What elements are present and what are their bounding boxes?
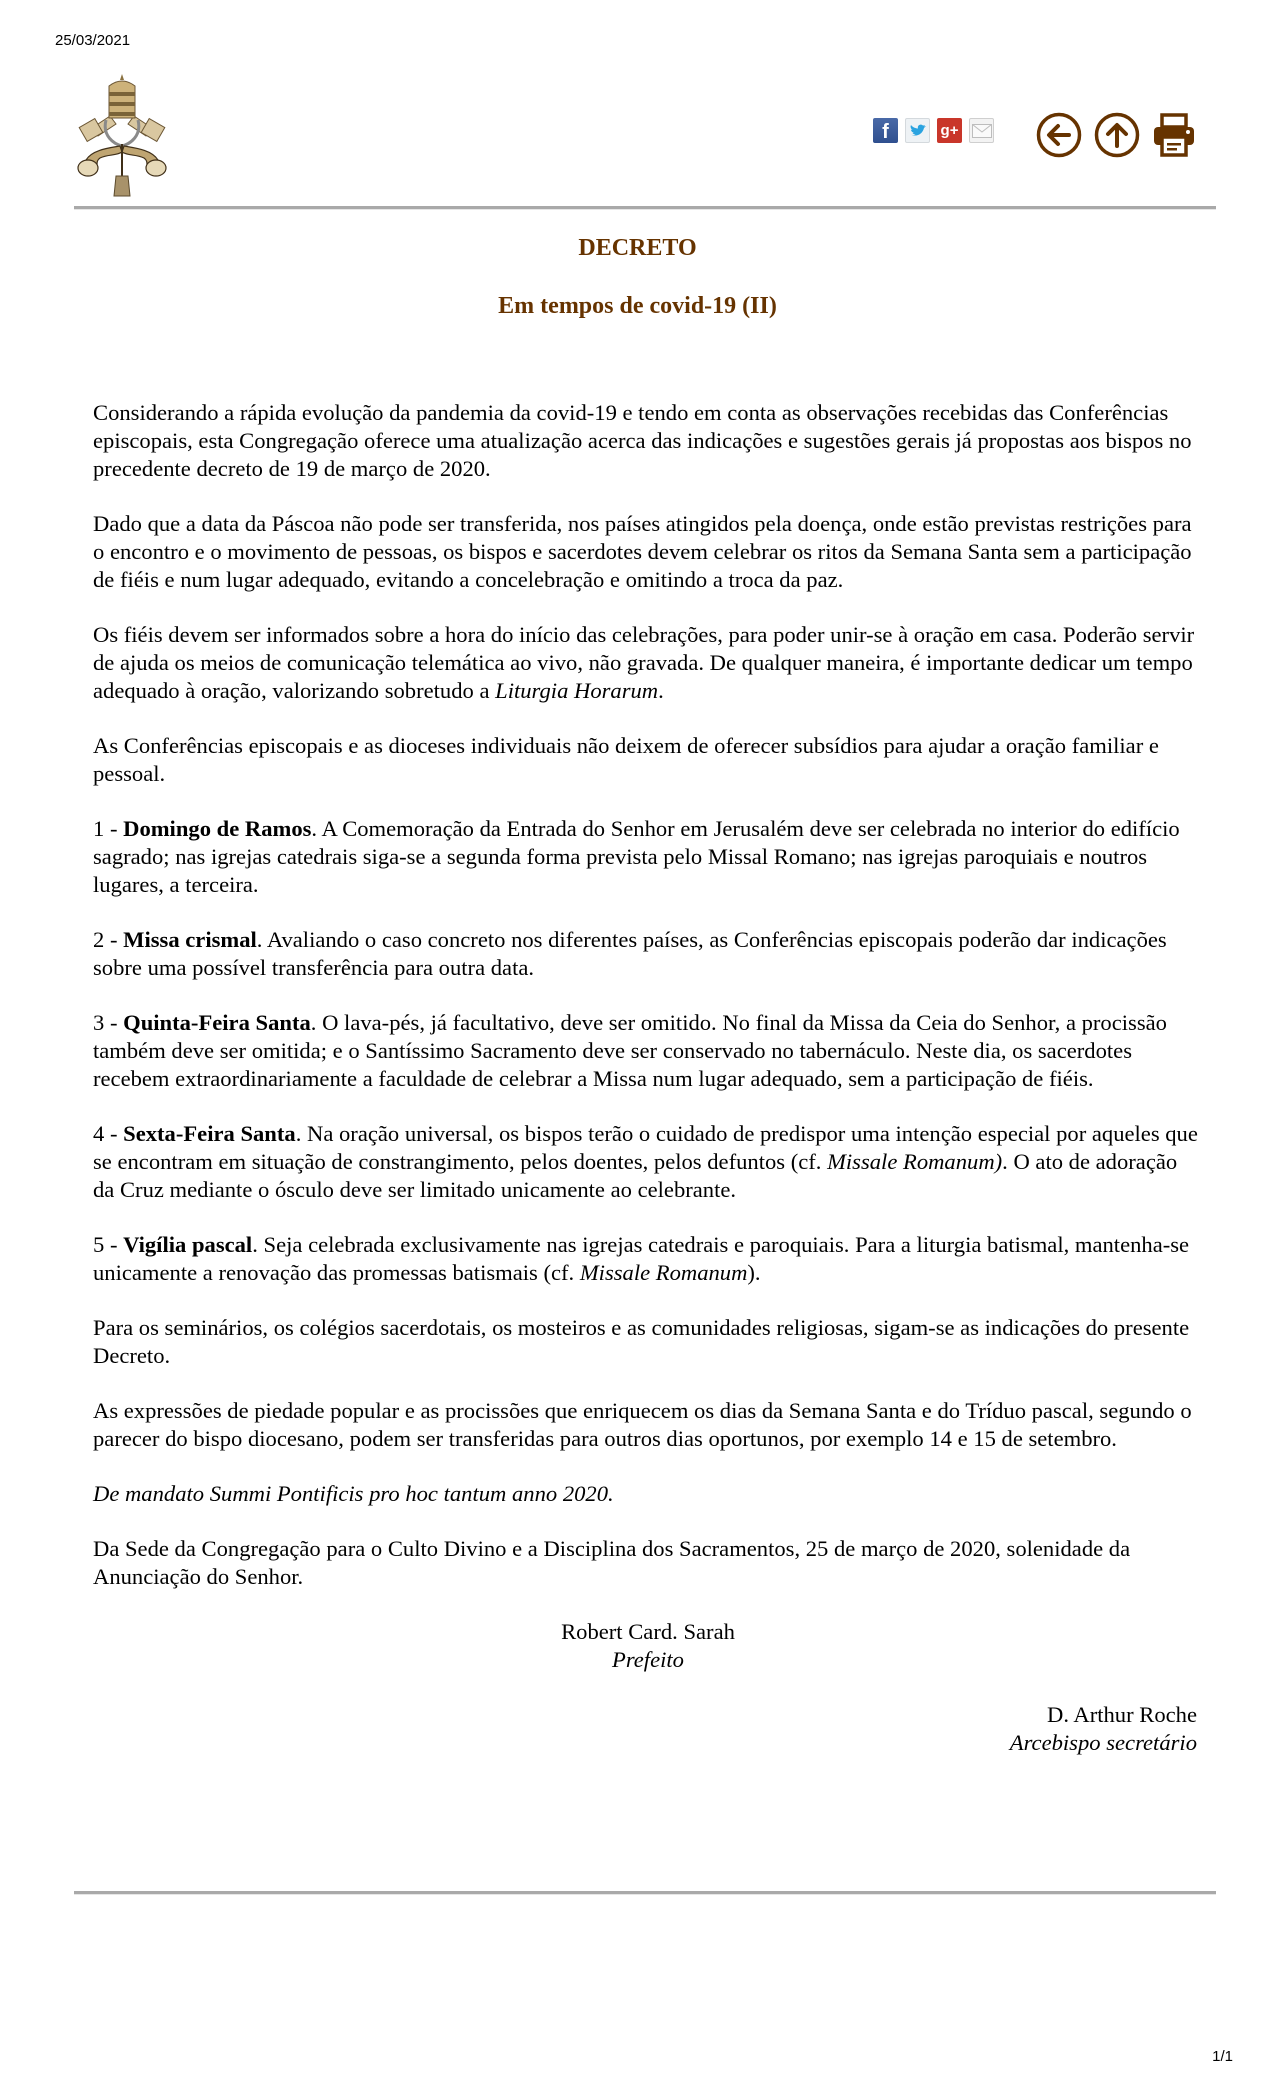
signature-prefect — [93, 1618, 1203, 1674]
item-text: . O ato de adoração da Cruz mediante o ósculo deve ser limitado unicamente ao celebrante. — [93, 1149, 1178, 1202]
twitter-icon[interactable] — [905, 118, 930, 143]
coat-of-arms-icon — [72, 72, 172, 198]
paragraph — [93, 621, 1203, 705]
latin-term: Missale Romanum — [579, 1260, 748, 1285]
item-heading: Vigília pascal — [123, 1232, 253, 1257]
paragraph: As Conferências episcopais e as dioceses individuais não deixem de oferecer subsídios para ajudar a oração familiar e pessoal. — [93, 733, 1159, 786]
signature-secretary — [93, 1701, 1203, 1757]
paragraph-text: Os fiéis devem ser informados sobre a hora do início das celebrações, para poder unir-se à oração em casa. Poderão servir de ajuda os meios de comunicação telemática ao vivo, não gravada. De qualquer maneira, é importante dedicar um tempo adequado à oração, valorizando sobretudo a — [93, 622, 1195, 703]
paragraph: Considerando a rápida evolução da pandemia da covid-19 e tendo em conta as observações recebidas das Conferências episcopais, esta Congregação oferece uma atualização acerca das indicações e sugestões gerais já propostas aos bispos no precedente decreto de 19 de março de 2020. — [93, 400, 1192, 481]
item-text: . Avaliando o caso concreto nos diferentes países, as Conferências episcopais poderão dar indicações sobre uma possível transferência para outra data. — [93, 927, 1167, 980]
latin-term: Missale Romanum) — [827, 1149, 1003, 1174]
paragraph: As expressões de piedade popular e as procissões que enriquecem os dias da Semana Santa e do Tríduo pascal, segundo o parecer do bispo diocesano, podem ser transferidas para outros dias oportunos, por exemplo 14 e 15 de setembro. — [93, 1398, 1192, 1451]
item-number: 5 - — [93, 1232, 124, 1257]
signatory-role — [93, 1729, 1197, 1757]
item-text: . O lava-pés, já facultativo, deve ser omitido. No final da Missa da Ceia do Senhor, a procissão também deve ser omitida; e o Santíssimo Sacramento deve ser conservado no tabernáculo. Neste dia, os sacerdotes recebem extraordinariamente a faculdade de celebrar a Missa num lugar adequado, sem a participação de fiéis. — [93, 1010, 1167, 1091]
place-date-line: Da Sede da Congregação para o Culto Divino e a Disciplina dos Sacramentos, 25 de março de 2020, solenidade da Anunciação do Senhor. — [93, 1536, 1131, 1589]
google-plus-icon[interactable]: g+ — [937, 118, 962, 143]
item-heading: Quinta-Feira Santa — [123, 1010, 311, 1035]
paragraph: Para os seminários, os colégios sacerdotais, os mosteiros e as comunidades religiosas, sigam-se as indicações do presente Decreto. — [93, 1315, 1190, 1368]
numbered-item — [93, 1231, 1203, 1287]
numbered-item — [93, 926, 1203, 982]
coat-of-arms-logo[interactable] — [72, 72, 172, 198]
item-text: ). — [747, 1260, 761, 1285]
facebook-icon[interactable]: f — [873, 118, 898, 143]
mandate-line — [93, 1480, 1203, 1508]
document-subtitle: Em tempos de covid-19 (II) — [498, 293, 777, 319]
share-icons — [873, 118, 994, 143]
item-heading: Sexta-Feira Santa — [123, 1121, 296, 1146]
item-number: 3 - — [93, 1010, 124, 1035]
signatory-name: D. Arthur Roche — [1047, 1702, 1197, 1727]
signatory-role — [93, 1646, 1203, 1674]
page-number: 1/1 — [1212, 2048, 1233, 2065]
numbered-item — [93, 815, 1203, 899]
header-divider — [74, 206, 1216, 210]
mandate-text: De mandato Summi Pontificis pro hoc tantum anno 2020. — [93, 1481, 614, 1506]
item-number: 1 - — [93, 816, 124, 841]
item-heading: Missa crismal — [123, 927, 257, 952]
item-number: 2 - — [93, 927, 124, 952]
arrow-left-circle-icon[interactable] — [1036, 112, 1082, 158]
document-title: DECRETO — [578, 235, 697, 261]
numbered-item — [93, 1120, 1203, 1204]
arrow-up-circle-icon[interactable] — [1094, 112, 1140, 158]
paragraph: Dado que a data da Páscoa não pode ser transferida, nos países atingidos pela doença, onde estão previstas restrições para o encontro e o movimento de pessoas, os bispos e sacerdotes devem celebrar os ritos da Semana Santa sem a participação de fiéis e num lugar adequado, evitando a concelebração e omitindo a troca da paz. — [93, 511, 1192, 592]
page-navigation-icons — [1036, 112, 1196, 158]
mail-icon[interactable] — [969, 118, 994, 143]
item-text: . A Comemoração da Entrada do Senhor em Jerusalém deve ser celebrada no interior do edifício sagrado; nas igrejas catedrais siga-se a segunda forma prevista pelo Missal Romano; nas igrejas paroquiais e noutros lugares, a terceira. — [93, 816, 1180, 897]
numbered-item — [93, 1009, 1203, 1093]
item-number: 4 - — [93, 1121, 124, 1146]
item-heading: Domingo de Ramos — [123, 816, 312, 841]
latin-term: Liturgia Horarum — [495, 678, 659, 703]
signatory-name: Robert Card. Sarah — [561, 1619, 735, 1644]
role-text: Arcebispo secretário — [1009, 1730, 1197, 1755]
paragraph-text: . — [658, 678, 664, 703]
item-text: . Seja celebrada exclusivamente nas igrejas catedrais e paroquiais. Para a liturgia batismal, mantenha-se unicamente a renovação das promessas batismais (cf. — [93, 1232, 1190, 1285]
document-body — [93, 399, 1203, 1757]
role-text: Prefeito — [612, 1647, 684, 1672]
footer-divider — [74, 1891, 1216, 1895]
print-date: 25/03/2021 — [55, 32, 131, 49]
printer-icon[interactable] — [1152, 113, 1196, 157]
item-text: . Na oração universal, os bispos terão o cuidado de predispor uma intenção especial por aqueles que se encontram em situação de constrangimento, pelos doentes, pelos defuntos (cf. — [93, 1121, 1198, 1174]
